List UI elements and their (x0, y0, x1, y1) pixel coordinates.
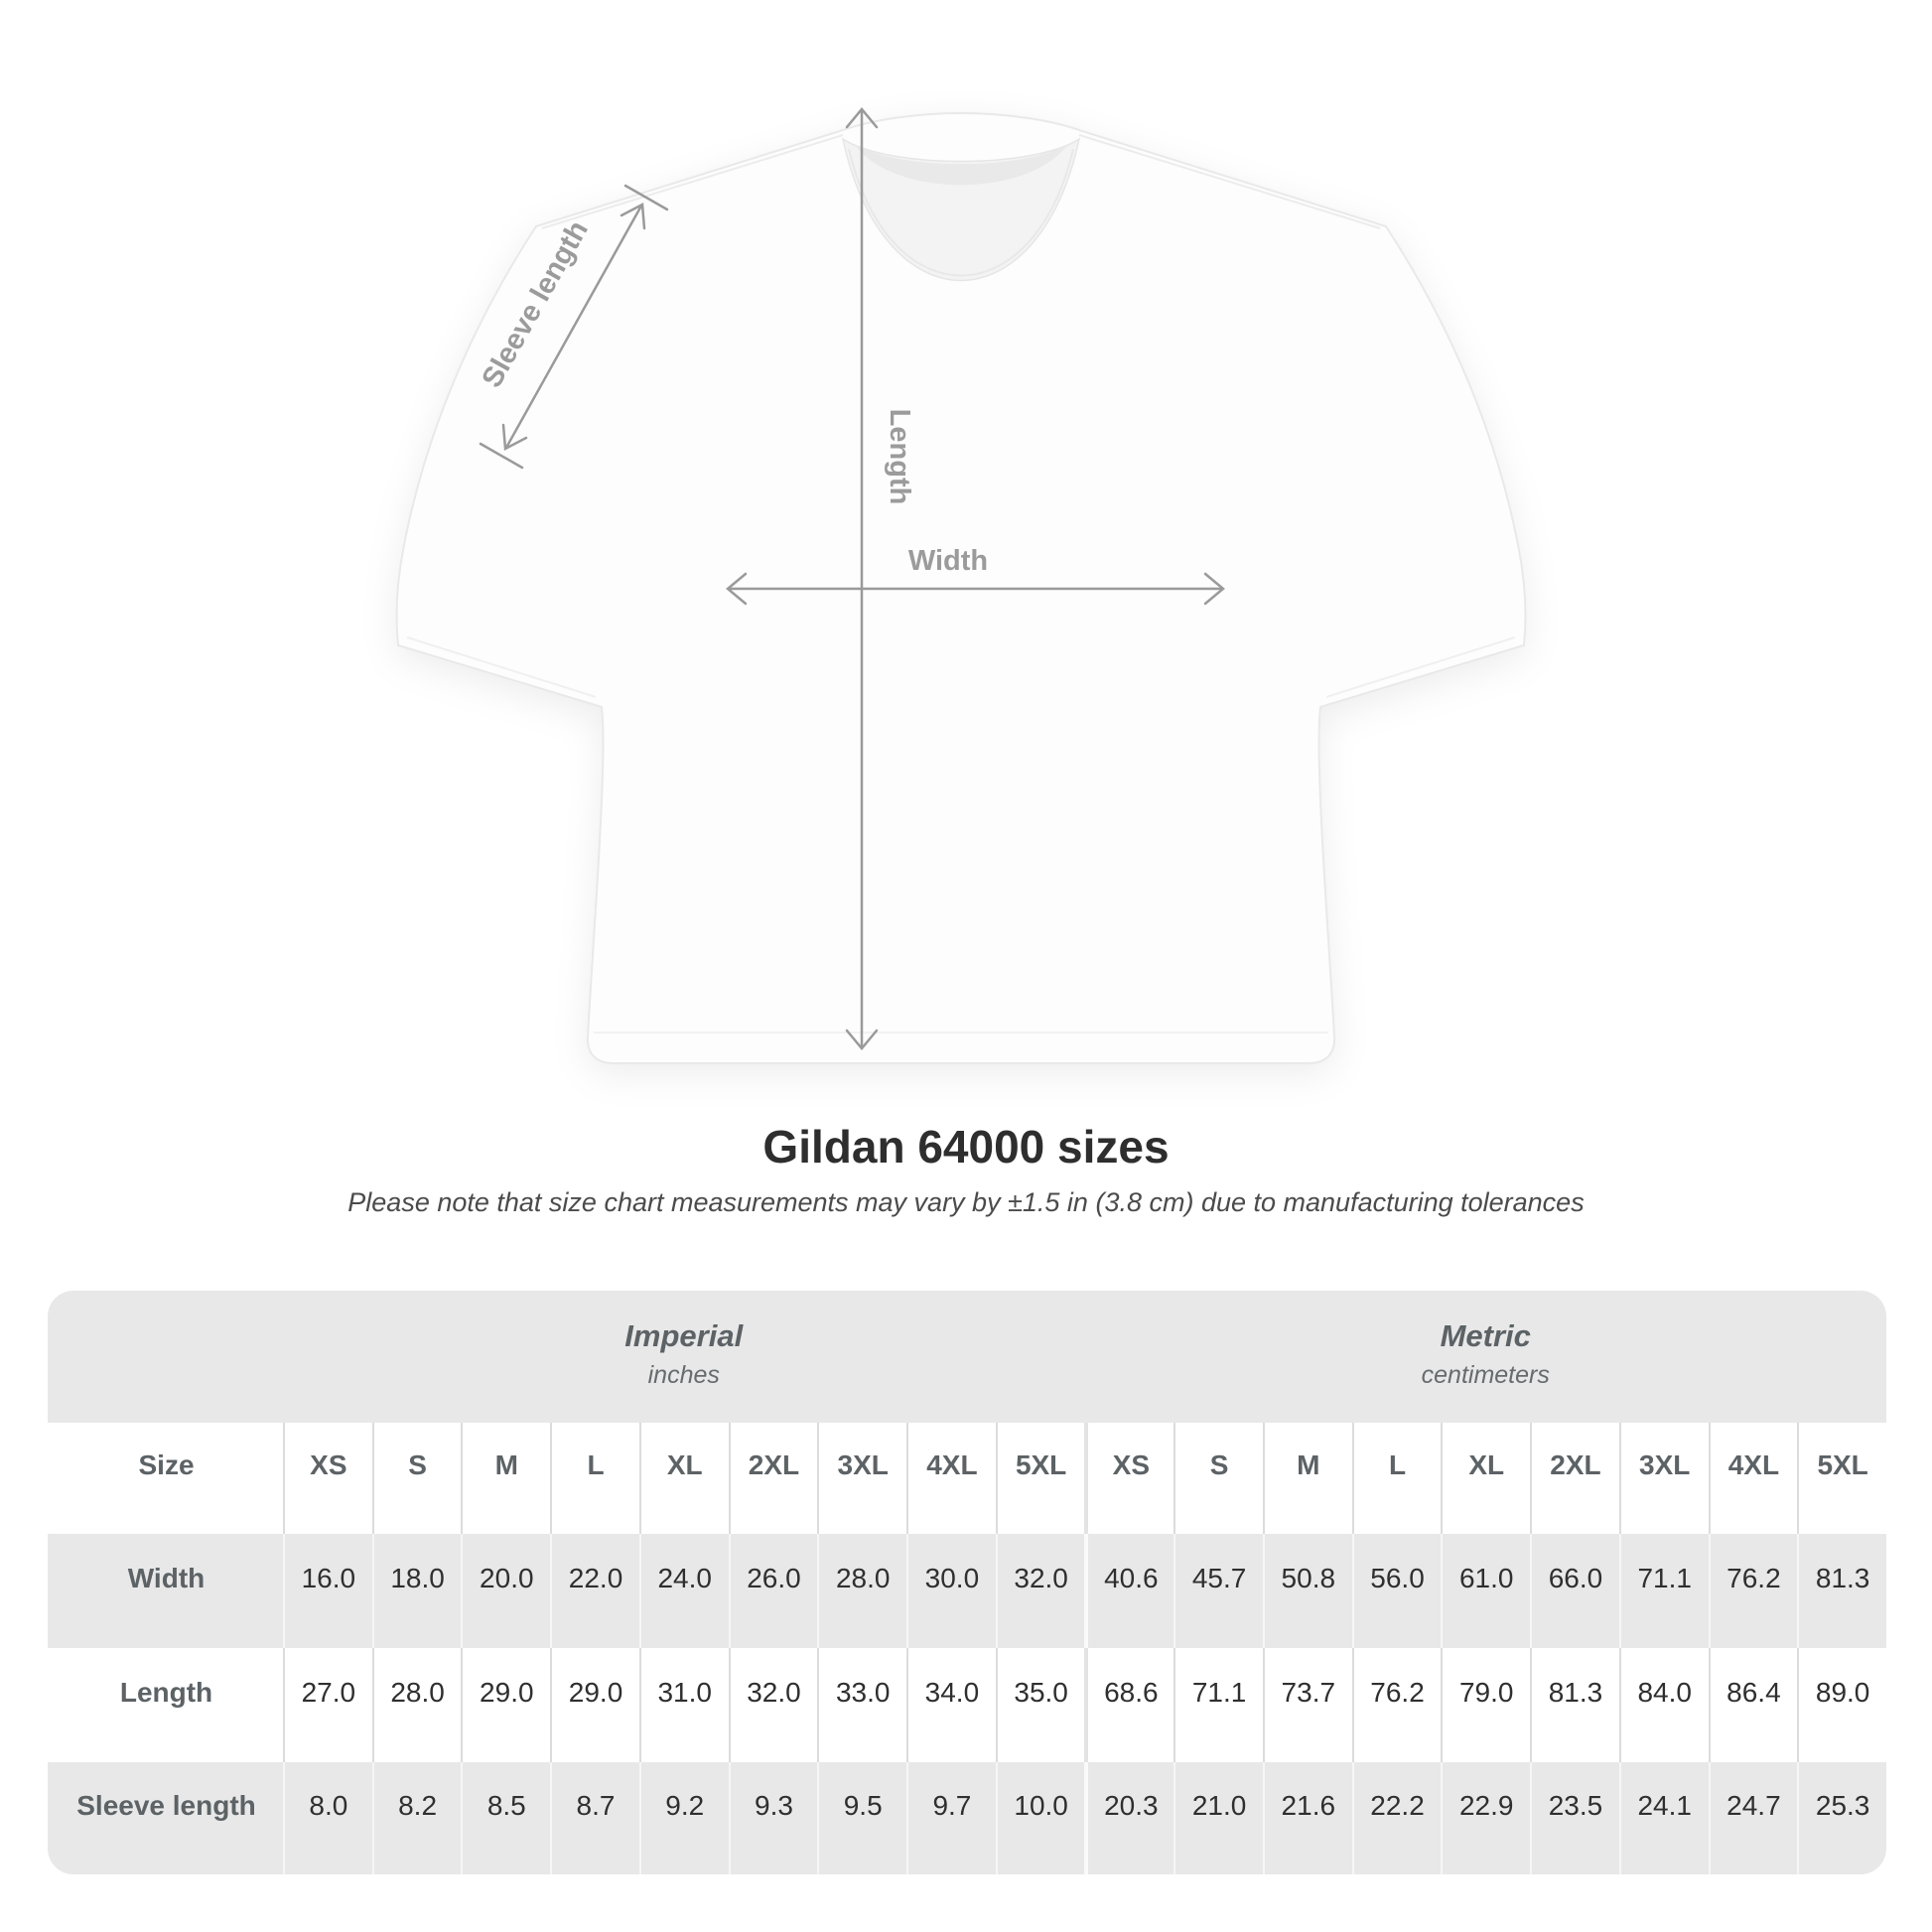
sleeve-xl-in: 9.2 (639, 1762, 729, 1874)
size-header-l-imperial: L (550, 1423, 639, 1534)
sleeve-m-in: 8.5 (461, 1762, 550, 1874)
length-label: Length (884, 408, 915, 505)
width-5xl-in: 32.0 (996, 1534, 1085, 1648)
sleeve-l-cm: 22.2 (1352, 1762, 1442, 1874)
sleeve-2xl-in: 9.3 (729, 1762, 818, 1874)
size-header-xs-imperial: XS (283, 1423, 372, 1534)
width-4xl-cm: 76.2 (1709, 1534, 1798, 1648)
size-header-5xl-imperial: 5XL (996, 1423, 1085, 1534)
size-table-grid (48, 1423, 1886, 1874)
size-header-2xl-metric: 2XL (1530, 1423, 1619, 1534)
size-header-xl-imperial: XL (639, 1423, 729, 1534)
width-m-in: 20.0 (461, 1534, 550, 1648)
width-4xl-in: 30.0 (906, 1534, 996, 1648)
size-header-s-metric: S (1173, 1423, 1263, 1534)
size-header-3xl-metric: 3XL (1619, 1423, 1709, 1534)
sleeve-l-in: 8.7 (550, 1762, 639, 1874)
length-l-cm: 76.2 (1352, 1648, 1442, 1762)
sleeve-xs-cm: 20.3 (1084, 1762, 1173, 1874)
width-xs-in: 16.0 (283, 1534, 372, 1648)
size-header-xl-metric: XL (1441, 1423, 1530, 1534)
length-m-in: 29.0 (461, 1648, 550, 1762)
size-header-m-imperial: M (461, 1423, 550, 1534)
length-xs-cm: 68.6 (1084, 1648, 1173, 1762)
sleeve-s-in: 8.2 (372, 1762, 462, 1874)
size-table (48, 1291, 1886, 1874)
size-header-xs-metric: XS (1084, 1423, 1173, 1534)
metric-group-header (1085, 1291, 1887, 1423)
unit-group-header (48, 1291, 1886, 1423)
size-corner-header: Size (48, 1423, 283, 1534)
sleeve-s-cm: 21.0 (1173, 1762, 1263, 1874)
sleeve-5xl-cm: 25.3 (1797, 1762, 1886, 1874)
size-header-2xl-imperial: 2XL (729, 1423, 818, 1534)
width-2xl-in: 26.0 (729, 1534, 818, 1648)
sleeve-3xl-in: 9.5 (817, 1762, 906, 1874)
width-5xl-cm: 81.3 (1797, 1534, 1886, 1648)
length-4xl-cm: 86.4 (1709, 1648, 1798, 1762)
size-header-5xl-metric: 5XL (1797, 1423, 1886, 1534)
sleeve-length-label: Sleeve length (476, 215, 595, 393)
size-header-s-imperial: S (372, 1423, 462, 1534)
sleeve-4xl-in: 9.7 (906, 1762, 996, 1874)
row-label-sleeve-length: Sleeve length (48, 1762, 283, 1874)
size-header-l-metric: L (1352, 1423, 1442, 1534)
unit-header-spacer (48, 1291, 283, 1423)
sleeve-xs-in: 8.0 (283, 1762, 372, 1874)
sleeve-4xl-cm: 24.7 (1709, 1762, 1798, 1874)
length-m-cm: 73.7 (1263, 1648, 1352, 1762)
metric-title: Metric (1440, 1317, 1531, 1353)
sleeve-5xl-in: 10.0 (996, 1762, 1085, 1874)
sleeve-m-cm: 21.6 (1263, 1762, 1352, 1874)
length-xl-cm: 79.0 (1441, 1648, 1530, 1762)
length-l-in: 29.0 (550, 1648, 639, 1762)
tolerance-note: Please note that size chart measurements may vary by ±1.5 in (3.8 cm) due to manufacturing tolerances (347, 1187, 1585, 1217)
length-xs-in: 27.0 (283, 1648, 372, 1762)
imperial-title: Imperial (624, 1317, 744, 1353)
page-title: Gildan 64000 sizes (762, 1121, 1170, 1173)
sleeve-2xl-cm: 23.5 (1530, 1762, 1619, 1874)
size-header-4xl-metric: 4XL (1709, 1423, 1798, 1534)
sleeve-3xl-cm: 24.1 (1619, 1762, 1709, 1874)
width-label: Width (907, 545, 989, 577)
imperial-unit: inches (647, 1360, 720, 1389)
width-m-cm: 50.8 (1263, 1534, 1352, 1648)
size-header-m-metric: M (1263, 1423, 1352, 1534)
length-s-in: 28.0 (372, 1648, 462, 1762)
length-5xl-in: 35.0 (996, 1648, 1085, 1762)
metric-unit: centimeters (1421, 1360, 1550, 1389)
length-2xl-in: 32.0 (729, 1648, 818, 1762)
width-xl-in: 24.0 (639, 1534, 729, 1648)
width-s-cm: 45.7 (1173, 1534, 1263, 1648)
length-s-cm: 71.1 (1173, 1648, 1263, 1762)
length-2xl-cm: 81.3 (1530, 1648, 1619, 1762)
row-label-width: Width (48, 1534, 283, 1648)
length-3xl-cm: 84.0 (1619, 1648, 1709, 1762)
width-l-in: 22.0 (550, 1534, 639, 1648)
size-header-4xl-imperial: 4XL (906, 1423, 996, 1534)
length-4xl-in: 34.0 (906, 1648, 996, 1762)
sleeve-xl-cm: 22.9 (1441, 1762, 1530, 1874)
width-2xl-cm: 66.0 (1530, 1534, 1619, 1648)
imperial-group-header (283, 1291, 1085, 1423)
width-xl-cm: 61.0 (1441, 1534, 1530, 1648)
size-header-3xl-imperial: 3XL (817, 1423, 906, 1534)
length-5xl-cm: 89.0 (1797, 1648, 1886, 1762)
length-xl-in: 31.0 (639, 1648, 729, 1762)
length-3xl-in: 33.0 (817, 1648, 906, 1762)
width-3xl-in: 28.0 (817, 1534, 906, 1648)
width-3xl-cm: 71.1 (1619, 1534, 1709, 1648)
width-xs-cm: 40.6 (1084, 1534, 1173, 1648)
width-s-in: 18.0 (372, 1534, 462, 1648)
width-l-cm: 56.0 (1352, 1534, 1442, 1648)
row-label-length: Length (48, 1648, 283, 1762)
